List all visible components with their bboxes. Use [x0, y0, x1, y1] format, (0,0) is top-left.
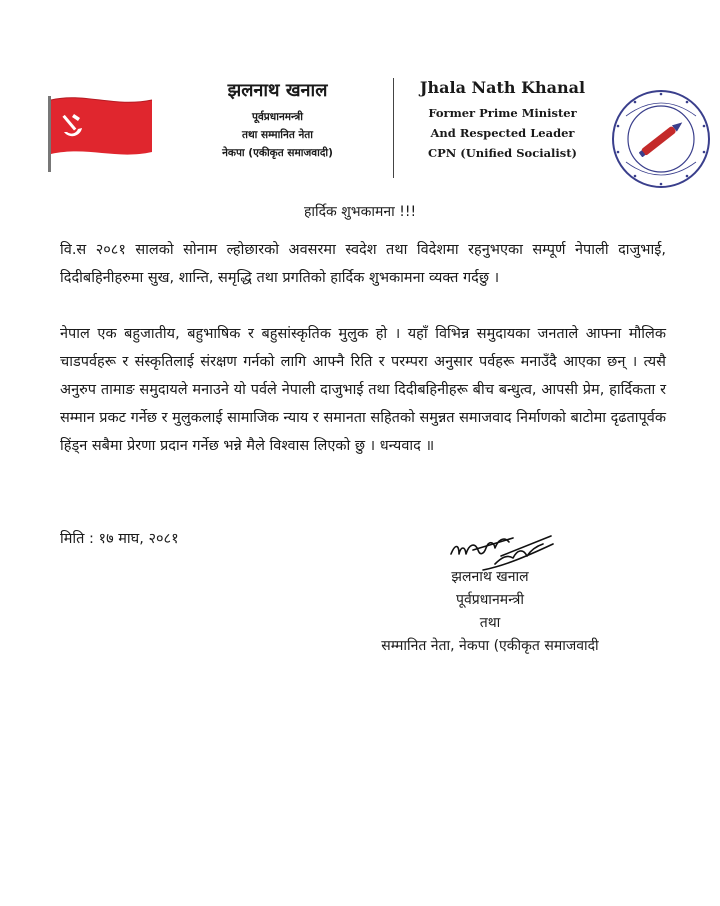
english-party: CPN (Unified Socialist) — [427, 146, 577, 160]
body-paragraph-2: नेपाल एक बहुजातीय, बहुभाषिक र बहुसांस्कृतिक मुलुक हो । यहाँ विभिन्न समुदायका जनताले आफ्ना मौलिक चाडपर्वहरू र संस्कृतिलाई संरक्षण गर्नको लागि आफ्नै रिति र परम्परा अनुसार पर्वहरू मनाउँदै आएका छन् । त्यसै अनुरुप तामाङ समुदायले मनाउने यो पर्वले नेपाली दाजुभाई तथा दिदीबहिनीहरू बीच बन्धुत्व, आपसी प्रेम, हार्दिकता र सम्मान प्रकट गर्नेछ र मुलुकलाई सामाजिक न्याय र समानता सहितको समुन्नत समाजवाद निर्माणको बाटोमा दृढतापूर्वक हिंड्न सबैमा प्रेरणा प्रदान गर्नेछ भन्ने मैले विश्वास लिएको छु । धन्यवाद ॥ — [60, 326, 666, 454]
signatory-role: सम्मानित नेता, नेकपा (एकीकृत समाजवादी — [381, 638, 599, 654]
nepali-title: पूर्वप्रधानमन्त्री — [252, 111, 303, 123]
english-letterhead — [405, 78, 600, 163]
nepali-party: नेकपा (एकीकृत समाजवादी) — [222, 147, 333, 159]
signatory-title: पूर्वप्रधानमन्त्री — [456, 592, 524, 608]
nepali-name: झलनाथ खनाल — [227, 80, 328, 101]
nepali-letterhead — [190, 78, 365, 162]
signatory-name: झलनाथ खनाल — [451, 569, 529, 585]
letterhead-divider — [393, 78, 394, 178]
nepali-role: तथा सम्मानित नेता — [241, 129, 314, 141]
party-seal-icon — [608, 86, 714, 192]
english-title: Former Prime Minister — [428, 106, 577, 120]
english-name: Jhala Nath Khanal — [419, 78, 586, 97]
english-role: And Respected Leader — [430, 126, 575, 140]
greeting-heading: हार्दिक शुभकामना !!! — [303, 204, 417, 220]
party-flag-icon — [44, 92, 156, 174]
letter-date: मिति : १७ माघ, २०८१ — [60, 531, 179, 547]
body-paragraph-1: वि.स २०८१ सालको सोनाम ल्होछारको अवसरमा स्वदेश तथा विदेशमा रहनुभएका सम्पूर्ण नेपाली दाजुभाई, दिदीबहिनीहरुमा सुख, शान्ति, समृद्धि तथा प्रगतिको हार्दिक शुभकामना व्यक्त गर्दछु । — [60, 242, 666, 286]
signatory-conjunction: तथा — [479, 615, 501, 631]
signature-block — [340, 566, 640, 658]
